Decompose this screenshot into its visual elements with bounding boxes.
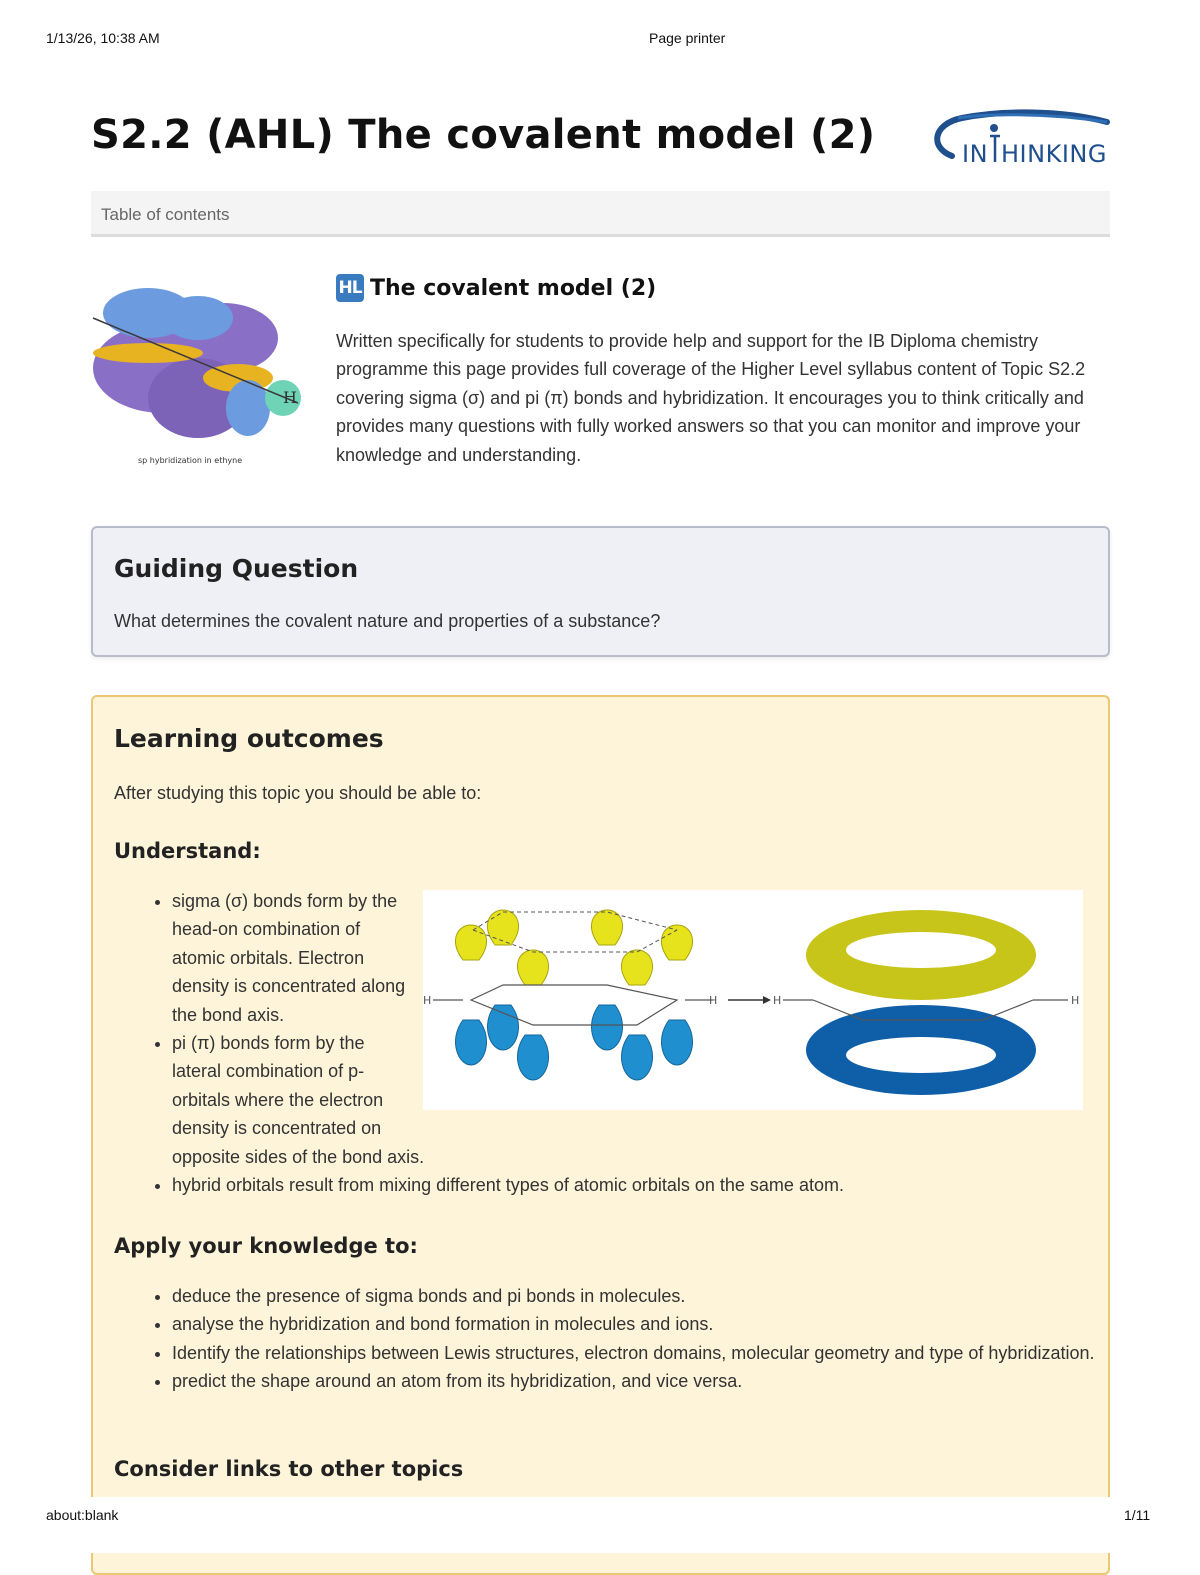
svg-text:H: H bbox=[773, 994, 782, 1007]
learning-outcomes-box bbox=[91, 695, 1110, 1575]
guiding-question-box bbox=[91, 526, 1110, 657]
apply-list bbox=[114, 1282, 1102, 1396]
list-item: • hybrid orbitals result from mixing different types of atomic orbitals on the same atom. bbox=[172, 1171, 1102, 1199]
svg-text:H: H bbox=[283, 388, 297, 407]
links-heading: Consider links to other topics bbox=[114, 1457, 464, 1481]
inthinking-logo bbox=[922, 104, 1112, 174]
list-item: • Identify the relationships between Lewis structures, electron domains, molecular geometry and type of hybridization. bbox=[172, 1339, 1102, 1367]
page-title: S2.2 (AHL) The covalent model (2) bbox=[91, 112, 876, 158]
svg-text:IN: IN bbox=[962, 140, 989, 168]
understand-heading: Understand: bbox=[114, 839, 261, 863]
list-item: • deduce the presence of sigma bonds and pi bonds in molecules. bbox=[172, 1282, 1102, 1310]
svg-text:H: H bbox=[1071, 994, 1080, 1007]
ethyne-image-caption: sp hybridization in ethyne bbox=[138, 456, 243, 465]
list-item: • sigma (σ) bonds form by the head-on combination of atomic orbitals. Electron density is concentrated along the bond axis. bbox=[172, 887, 1102, 1029]
apply-heading: Apply your knowledge to: bbox=[114, 1234, 418, 1258]
table-of-contents[interactable] bbox=[91, 191, 1110, 237]
guiding-question-heading: Guiding Question bbox=[114, 554, 359, 583]
print-datetime: 1/13/26, 10:38 AM bbox=[46, 30, 160, 46]
hero-heading bbox=[336, 274, 656, 302]
print-page-title: Page printer bbox=[649, 30, 726, 46]
list-item: • pi (π) bonds form by the lateral combination of p-orbitals where the electron density is concentrated on opposite sides of the bond axis. bbox=[172, 1029, 1102, 1171]
hl-badge: HL bbox=[336, 274, 364, 302]
print-url: about:blank bbox=[46, 1507, 119, 1523]
hero-heading-text: The covalent model (2) bbox=[370, 275, 657, 301]
list-item: • analyse the hybridization and bond formation in molecules and ions. bbox=[172, 1310, 1102, 1338]
list-item: • predict the shape around an atom from its hybridization, and vice versa. bbox=[172, 1367, 1102, 1395]
print-page-number: 1/11 bbox=[1124, 1507, 1151, 1523]
toc-label: Table of contents bbox=[101, 205, 230, 224]
ethyne-orbital-image bbox=[88, 278, 303, 468]
guiding-question-text: What determines the covalent nature and properties of a substance? bbox=[114, 611, 661, 631]
svg-text:H: H bbox=[423, 994, 432, 1007]
learning-outcomes-intro: After studying this topic you should be able to: bbox=[114, 783, 482, 803]
learning-outcomes-heading: Learning outcomes bbox=[114, 724, 384, 753]
benzene-orbitals-image bbox=[423, 890, 1083, 1110]
svg-text:H: H bbox=[709, 994, 718, 1007]
svg-text:HINKING: HINKING bbox=[1001, 140, 1107, 168]
hero-intro: Written specifically for students to provide help and support for the IB Diploma chemistry programme this page provides full coverage of the Higher Level syllabus content of Topic S2.2 covering sigma (σ) and pi (π) bonds and hybridization. It encourages you to think critically and provides many questions with fully worked answers so that you can monitor and improve your knowledge and understanding. bbox=[336, 331, 1086, 465]
